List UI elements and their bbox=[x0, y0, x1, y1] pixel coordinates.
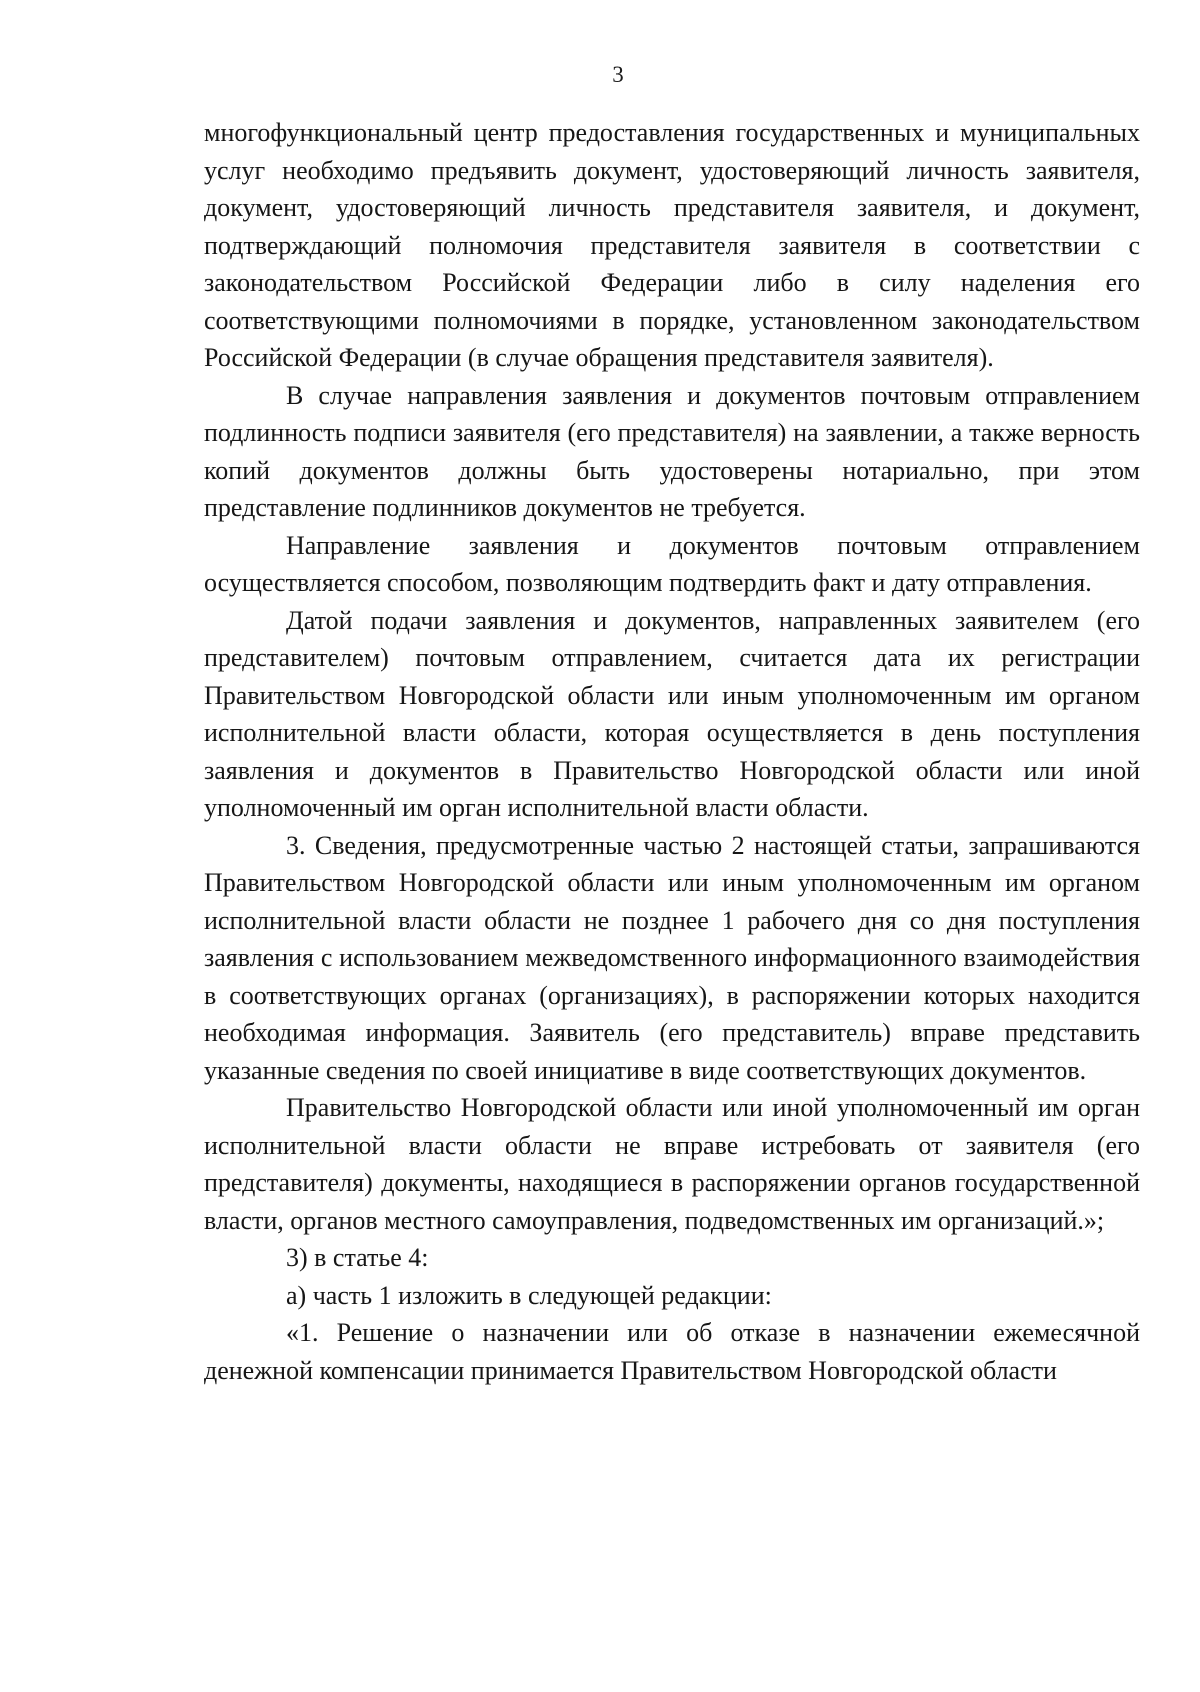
document-body bbox=[204, 114, 1140, 1389]
paragraph-article-4-heading: 3) в статье 4: bbox=[286, 1243, 429, 1272]
paragraph-part-1-change: а) часть 1 изложить в следующей редакции: bbox=[286, 1280, 772, 1310]
page-number: 3 bbox=[612, 62, 624, 87]
paragraph-continuation: многофункциональный центр предоставления государственных и муниципальных услуг необходимо предъявить документ, удостоверяющий личность заявителя, документ, удостоверяющий личность представителя заявителя, и документ, подтверждающий полномочия представителя заявителя в соответствии с законодательством Российской Федерации либо в силу наделения его соответствующими полномочиями в порядке, установленном законодательством Российской Федерации (в случае обращения представителя заявителя). bbox=[204, 118, 1140, 372]
paragraph-decision-text: «1. Решение о назначении или об отказе в назначении ежемесячной денежной компенсации принимается Правительством Новгородской области bbox=[204, 1318, 1140, 1385]
paragraph-postal-method: Направление заявления и документов почтовым отправлением осуществляется способом, позволяющим подтвердить факт и дату отправления. bbox=[204, 530, 1140, 597]
paragraph-item-3-information-request: 3. Сведения, предусмотренные частью 2 настоящей статьи, запрашиваются Правительством Новгородской области или иным уполномоченным им органом исполнительной власти области не позднее 1 рабочего дня со дня поступления заявления с использованием межведомственного информационного взаимодействия в соответствующих органах (организациях), в распоряжении которых находится необходимая информация. Заявитель (его представитель) вправе представить указанные сведения по своей инициативе в виде соответствующих документов. bbox=[204, 830, 1140, 1085]
paragraph-postal-submission: В случае направления заявления и документов почтовым отправлением подлинность подписи заявителя (его представителя) на заявлении, а также верность копий документов должны быть удостоверены нотариально, при этом представление подлинников документов не требуется. bbox=[204, 380, 1140, 522]
paragraph-submission-date: Датой подачи заявления и документов, направленных заявителем (его представителем) почтовым отправлением, считается дата их регистрации Правительством Новгородской области или иным уполномоченным им органом исполнительной власти области, которая осуществляется в день поступления заявления и документов в Правительство Новгородской области или иной уполномоченный им орган исполнительной власти области. bbox=[204, 605, 1140, 822]
paragraph-document-request-restriction: Правительство Новгородской области или иной уполномоченный им орган исполнительной власти области не вправе истребовать от заявителя (его представителя) документы, находящиеся в распоряжении органов государственной власти, органов местного самоуправления, подведомственных им организаций.»; bbox=[204, 1093, 1140, 1235]
